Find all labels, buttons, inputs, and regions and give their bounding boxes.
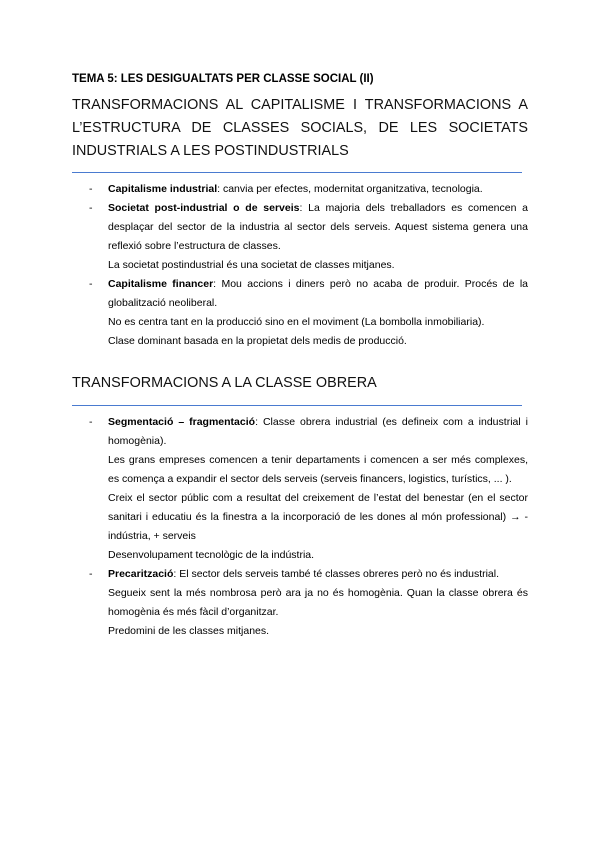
- list-item: [72, 180, 528, 199]
- bullet-dash: -: [89, 183, 93, 195]
- item-term: Capitalisme financer: [108, 278, 214, 290]
- list-item: [72, 199, 528, 275]
- item-text: : Mou accions i diners però no acaba de produir. Procés de la globalització neoliberal.: [108, 278, 528, 309]
- item-text: : La majoria dels treballadors es comencen a desplaçar del sector de la industria al sector dels serveis. Aquest sistema genera una reflexió sobre l’estructura de classes.: [108, 202, 528, 252]
- list-item: [72, 565, 528, 641]
- item-paragraph: [108, 275, 528, 313]
- heading-underline: [72, 405, 522, 406]
- heading-line: L’ESTRUCTURA DE CLASSES SOCIALS, DE LES SOCIETATS: [72, 120, 528, 136]
- bullet-dash: -: [89, 202, 93, 214]
- item-text: : El sector dels serveis també té classes obreres però no és industrial.: [173, 568, 500, 580]
- bullet-list-2: [72, 413, 528, 641]
- bullet-dash: -: [89, 416, 93, 428]
- item-paragraph: Creix el sector públic com a resultat del creixement de l’estat del benestar (en el sector sanitari i educatiu és la finestra a la incorporació de les dones al món professional) → - indústria, + serveis: [108, 492, 528, 542]
- item-paragraph: Desenvolupament tecnològic de la indústria.: [108, 549, 315, 561]
- item-paragraph: No es centra tant en la producció sino en el moviment (La bombolla inmobiliaria).: [108, 316, 485, 328]
- item-paragraph: [108, 180, 528, 199]
- item-paragraph: Segueix sent la més nombrosa però ara ja no és homogènia. Quan la classe obrera és homogènia és més fàcil d’organitzar.: [108, 587, 528, 618]
- heading-line: INDUSTRIALS A LES POSTINDUSTRIALS: [72, 143, 349, 159]
- list-item: [72, 413, 528, 565]
- item-term: Societat post-industrial o de serveis: [108, 202, 300, 214]
- item-paragraph: [108, 413, 528, 451]
- document-title: TEMA 5: LES DESIGUALTATS PER CLASSE SOCIAL (II): [72, 73, 374, 85]
- bullet-list-1: [72, 180, 528, 351]
- item-term: Segmentació – fragmentació: [108, 416, 256, 428]
- section-heading-1: [72, 94, 528, 163]
- item-term: Precarització: [108, 568, 174, 580]
- bullet-dash: -: [89, 278, 93, 290]
- item-term: Capitalisme industrial: [108, 183, 218, 195]
- item-paragraph: Les grans empreses comencen a tenir departaments i comencen a ser més complexes, es comença a expandir el sector dels serveis (serveis financers, logistics, turístics, ... ).: [108, 454, 528, 485]
- item-paragraph: [108, 565, 528, 584]
- heading-line: TRANSFORMACIONS A LA CLASSE OBRERA: [72, 375, 377, 391]
- list-item: [72, 275, 528, 351]
- section-heading-2: [72, 372, 528, 395]
- item-text: : canvia per efectes, modernitat organitzativa, tecnologia.: [217, 183, 483, 195]
- item-text: : Classe obrera industrial (es defineix com a industrial i homogènia).: [108, 416, 528, 447]
- heading-underline: [72, 172, 522, 173]
- bullet-dash: -: [89, 568, 93, 580]
- item-paragraph: Clase dominant basada en la propietat dels medis de producció.: [108, 335, 407, 347]
- heading-line: TRANSFORMACIONS AL CAPITALISME I TRANSFORMACIONS A: [72, 97, 528, 113]
- item-paragraph: La societat postindustrial és una societat de classes mitjanes.: [108, 259, 395, 271]
- item-paragraph: Predomini de les classes mitjanes.: [108, 625, 270, 637]
- item-paragraph: [108, 199, 528, 256]
